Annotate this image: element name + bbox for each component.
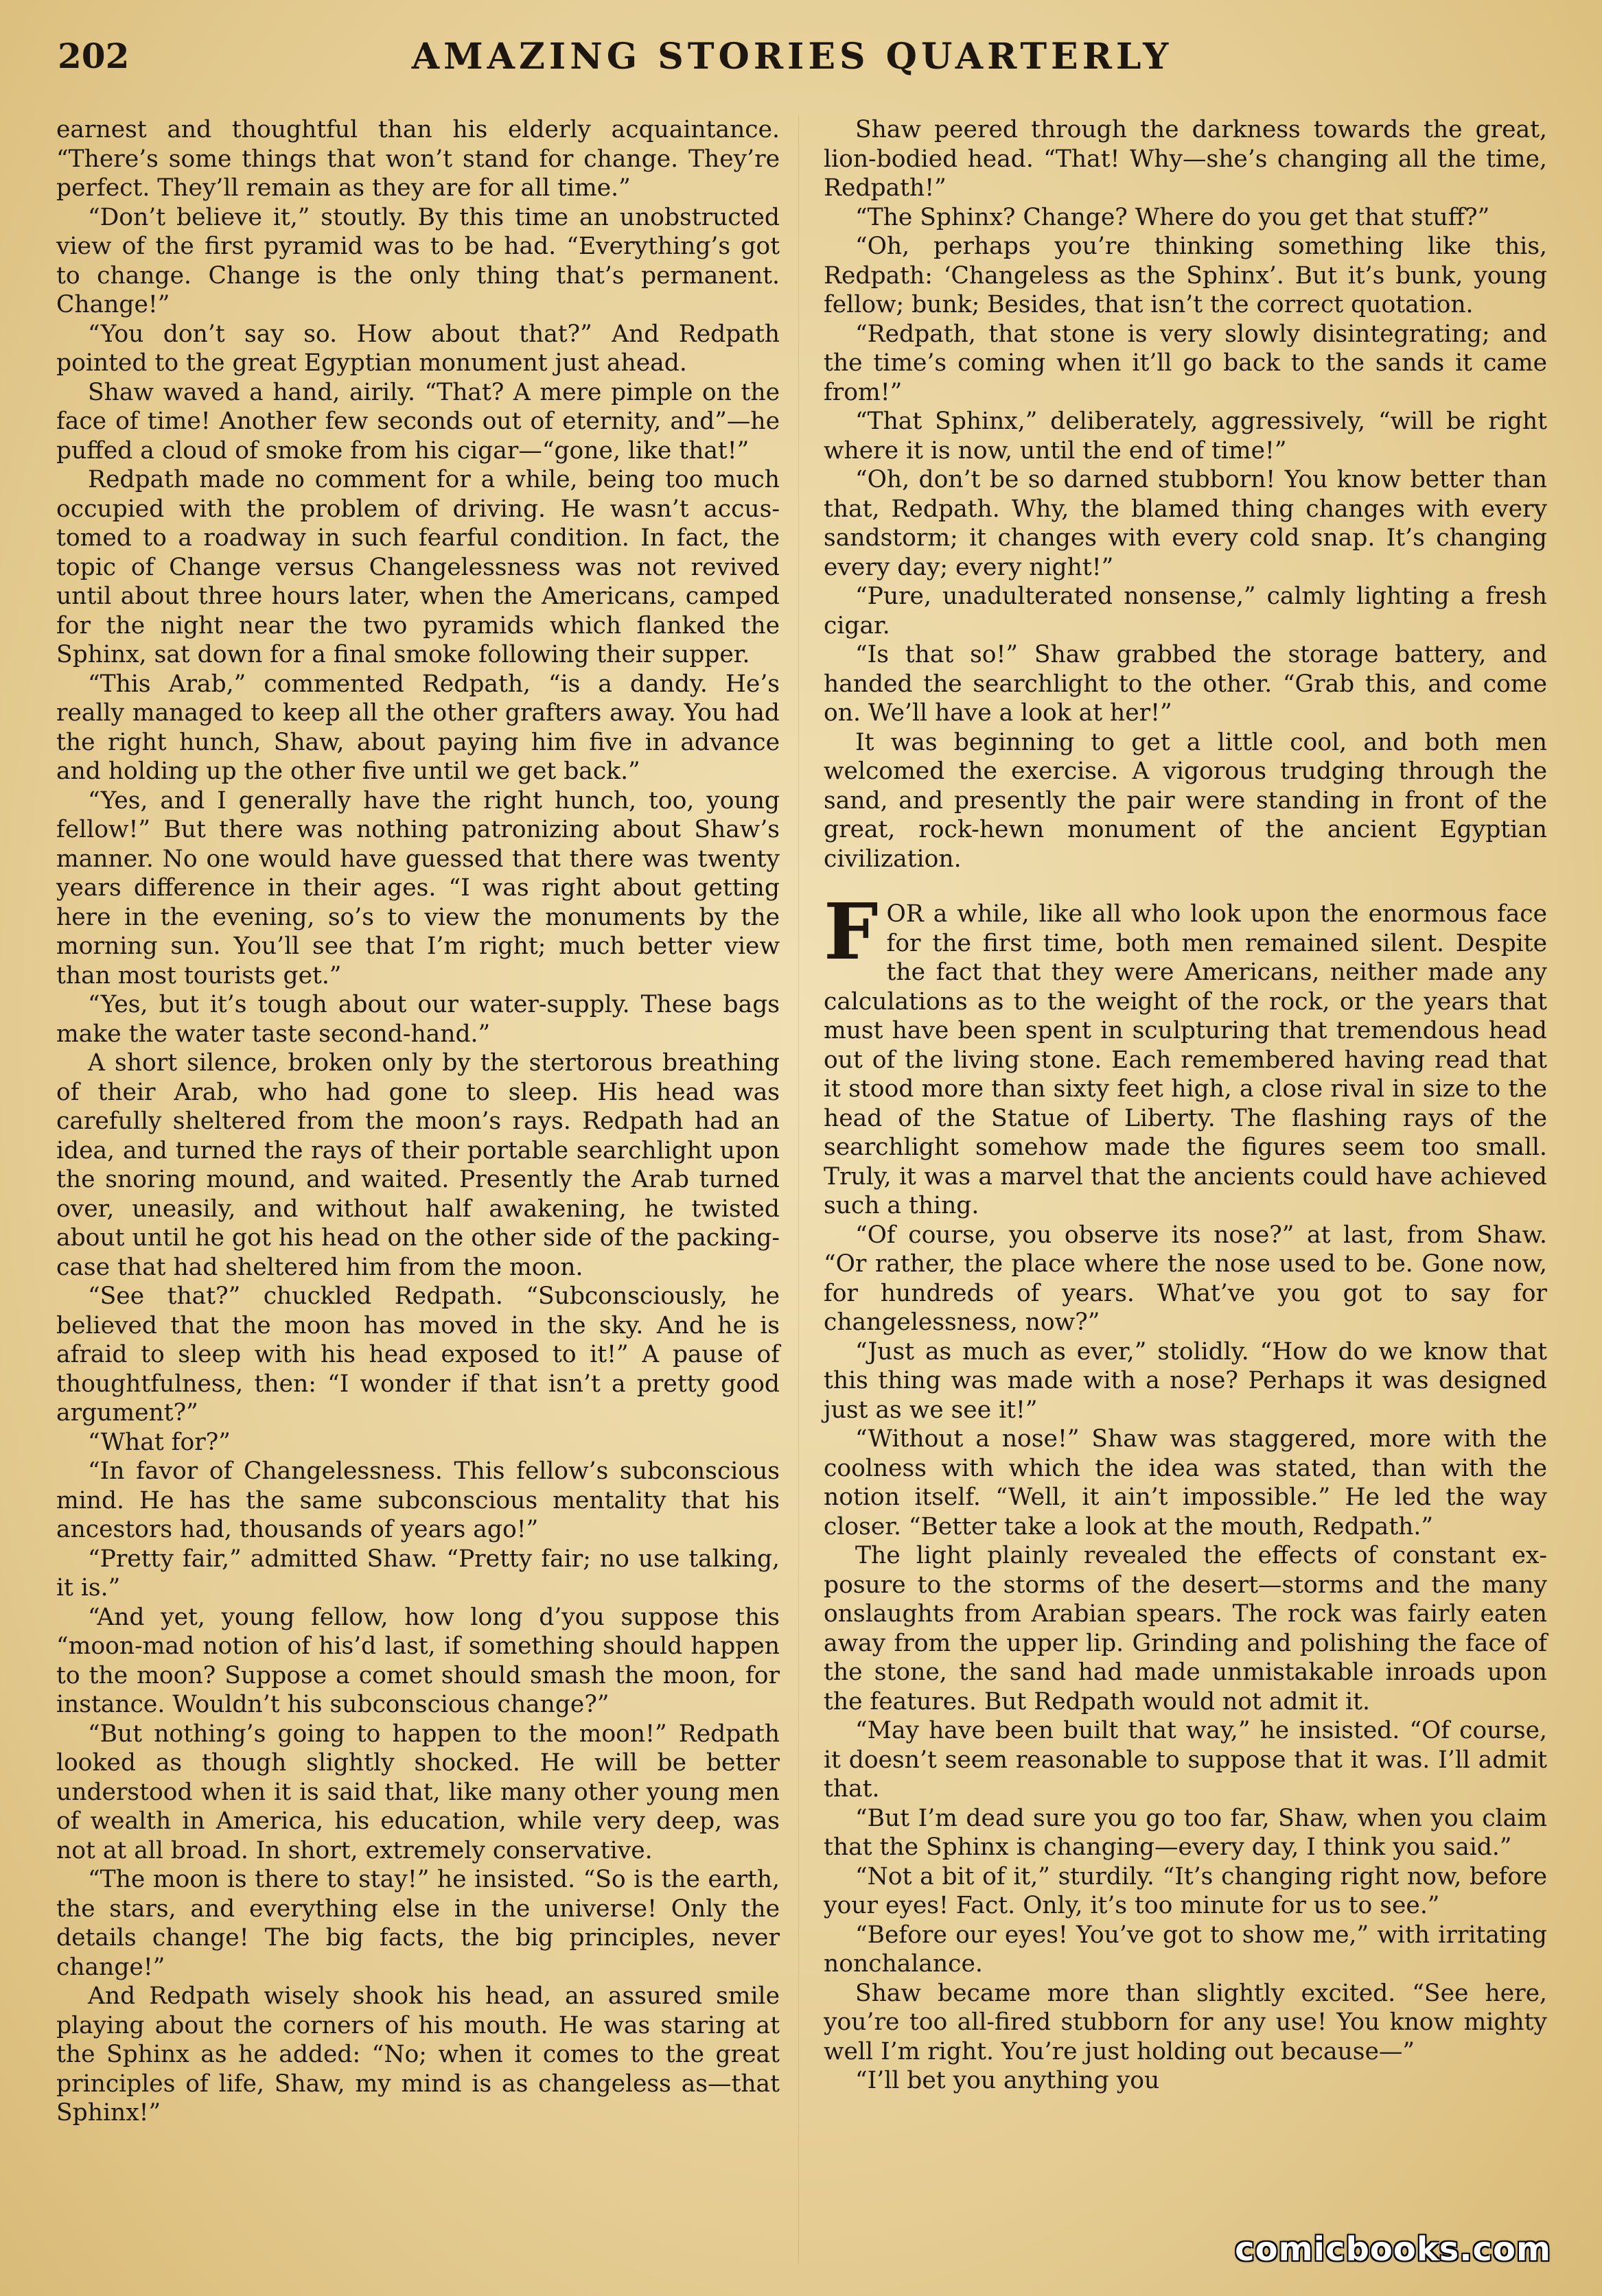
dropcap-paragraph — [824, 887, 1547, 1221]
paragraph: Shaw waved a hand, airily. “That? A mere pimple on the face of time! Another few seconds out of eternity, and”—he puffed a cloud of smoke from his cigar—“gone, like that!” — [56, 378, 780, 465]
right-column-bottom — [824, 1221, 1547, 2096]
paragraph: “Before our eyes! You’ve got to show me,” with irritating nonchalance. — [824, 1921, 1547, 1978]
paragraph: Shaw became more than slightly excited. “See here, you’re too all-fired stubborn for any use! You know mighty well I’m right. You’re just holding out because—” — [824, 1979, 1547, 2065]
right-text-column — [824, 115, 1547, 2096]
paragraph: “See that?” chuckled Redpath. “Subconsciously, he believed that the moon has moved in the sky. And he is afraid to sleep with his head exposed to it!” A pause of thoughtfulness, then: “I wonder if that isn’t a pretty good argument?” — [56, 1282, 780, 1427]
paragraph: “Oh, perhaps you’re thinking something like this, Redpath: ‘Changeless as the Sphinx’. But it’s bunk, young fellow; bunk; Besides, that isn’t the correct quotation. — [824, 233, 1547, 318]
page-header — [58, 36, 1526, 91]
paragraph: “Yes, and I generally have the right hunch, too, young fellow!” But there was nothing patronizing about Shaw’s manner. No one would have guessed that there was twenty years difference in their ages. “I was right about getting here in the evening, so’s to view the monuments by the morning sun. You’ll see that I’m right; much better view than most tourists get.” — [56, 786, 780, 989]
paragraph: “And yet, young fellow, how long d’you suppose this “moon-mad notion of his’d last, if something should happen to the moon? Suppose a comet should smash the moon, for instance. Wouldn’t his subconscious change?” — [56, 1603, 780, 1718]
paragraph: “Pretty fair,” admitted Shaw. “Pretty fair; no use talking, it is.” — [56, 1545, 780, 1602]
paragraph: “May have been built that way,” he insisted. “Of course, it doesn’t seem reasonable to suppose that it was. I’ll admit that. — [824, 1717, 1547, 1803]
paragraph: “Yes, but it’s tough about our water-supply. These bags make the water taste second-hand.” — [56, 991, 780, 1048]
paragraph: “But I’m dead sure you go too far, Shaw, when you claim that the Sphinx is changing—every day, I think you said.” — [824, 1804, 1547, 1861]
paragraph: And Redpath wisely shook his head, an assured smile playing about the corners of his mouth. He was staring at the Sphinx as he added: “No; when it comes to the great principles of life, Shaw, my mind is as changeless as—that Sphinx!” — [56, 1982, 780, 2127]
paragraph: “But nothing’s going to happen to the moon!” Redpath looked as though slightly shocked. He will be better understood when it is said that, like many other young men of wealth in America, his education, while very deep, was not at all broad. In short, extremely conservative. — [56, 1720, 780, 1864]
paragraph: The light plainly revealed the effects of constant exposure to the storms of the desert—storms and the many onslaughts from Arabian spears. The rock was fairly eaten away from the upper lip. Grinding and polishing the face of the stone, the sand had made unmistakable inroads upon the features. But Redpath would not admit it. — [824, 1542, 1547, 1715]
right-column-top — [824, 115, 1547, 874]
paragraph: “Redpath, that stone is very slowly disintegrating; and the time’s coming when it’ll go back to the sands it came from!” — [824, 320, 1547, 406]
paragraph: “I’ll bet you anything you — [855, 2067, 1160, 2094]
paragraph: earnest and thoughtful than his elderly acquaintance. “There’s some things that won’t stand for change. They’re perfect. They’ll remain as they are for all time.” — [56, 116, 780, 202]
paragraph: “Oh, don’t be so darned stubborn! You know better than that, Redpath. Why, the blamed thing changes with every sandstorm; it changes with every cold snap. It’s changing every day; every night!” — [824, 466, 1547, 581]
column-divider — [798, 115, 799, 2263]
paragraph: “Pure, unadulterated nonsense,” calmly lighting a fresh cigar. — [824, 583, 1547, 640]
paragraph: “In favor of Changelessness. This fellow’s subconscious mind. He has the same subconscious mentality that his ancestors had, thousands of years ago!” — [56, 1457, 780, 1543]
paragraph: It was beginning to get a little cool, and both men welcomed the exercise. A vigorous trudging through the sand, and presently the pair were standing in front of the great, rock-hewn monument of the ancient Egyptian civilization. — [824, 728, 1547, 873]
paragraph: “Of course, you observe its nose?” at last, from Shaw. “Or rather, the place where the nose used to be. Gone now, for hundreds of years. What’ve you got to say for changelessness, now?” — [824, 1221, 1547, 1336]
paragraph: “Without a nose!” Shaw was staggered, more with the coolness with which the idea was stated, than with the notion itself. “Well, it ain’t impossible.” He led the way closer. “Better take a look at the mouth, Redpath.” — [824, 1425, 1547, 1541]
paragraph: “The moon is there to stay!” he insisted. “So is the earth, the stars, and everything else in the universe! Only the details change! The big facts, the big principles, never change!” — [56, 1866, 780, 1981]
paragraph: Shaw peered through the darkness towards the great, lion-bodied head. “That! Why—she’s changing all the time, Redpath!” — [824, 116, 1547, 202]
paragraph: “Don’t believe it,” stoutly. By this time an unobstructed view of the first pyramid was to be had. “Everything’s got to change. Change is the only thing that’s permanent. Change!” — [56, 203, 780, 318]
paragraph: A short silence, broken only by the stertorous breathing of their Arab, who had gone to sleep. His head was carefully sheltered from the moon’s rays. Redpath had an idea, and turned the rays of their portable searchlight upon the snoring mound, and waited. Presently the Arab turned over, uneasily, and without half awakening, he twisted about until he got his head on the other side of the packing-case that had sheltered him from the moon. — [56, 1049, 780, 1281]
dropcap-paragraph-text: OR a while, like all who look upon the enormous face for the first time, both men remained silent. Despite the fact that they were Americans, neither made any calculations as to the weight of the rock, or the years that must have been spent in sculpturing that tremendous head out of the living stone. Each remembered having read that it stood more than sixty feet high, a close rival in size to the head of the Statue of Liberty. The flashing rays of the searchlight somehow made the figures seem too small. Truly, it was a marvel that the ancients could have achieved such a thing. — [824, 900, 1547, 1219]
paragraph: Redpath made no comment for a while, being too much occupied with the problem of driving. He wasn’t accustomed to a roadway in such fearful condition. In fact, the topic of Change versus Changelessness was not revived until about three hours later, when the Americans, camped for the night near the two pyramids which flanked the Sphinx, sat down for a final smoke following their supper. — [56, 466, 780, 668]
paragraph: “Is that so!” Shaw grabbed the storage battery, and handed the searchlight to the other. “Grab this, and come on. We’ll have a look at her!” — [824, 641, 1547, 727]
paragraph: “The Sphinx? Change? Where do you get that stuff?” — [855, 203, 1490, 231]
paragraph: “What for?” — [88, 1428, 231, 1456]
section-break — [824, 874, 1547, 900]
paragraph: “This Arab,” commented Redpath, “is a dandy. He’s really managed to keep all the other grafters away. You had the right hunch, Shaw, about paying him five in advance and holding up the other five until we get back.” — [56, 670, 780, 785]
watermark: comicbooks.com — [1235, 2230, 1551, 2269]
left-text-column — [56, 115, 780, 2128]
paragraph: “Just as much as ever,” stolidly. “How do we know that this thing was made with a nose? Perhaps it was designed just as we see it!” — [824, 1337, 1547, 1424]
page-number: 202 — [58, 36, 130, 76]
paragraph: “Not a bit of it,” sturdily. “It’s changing right now, before your eyes! Fact. Only, it’s too minute for us to see.” — [824, 1862, 1547, 1919]
paragraph: “You don’t say so. How about that?” And Redpath pointed to the great Egyptian monument just ahead. — [56, 320, 780, 377]
dropcap-initial: F — [824, 887, 879, 977]
paragraph: “That Sphinx,” deliberately, aggressively, “will be right where it is now, until the end of time!” — [824, 408, 1547, 465]
running-head: AMAZING STORIES QUARTERLY — [411, 36, 1173, 78]
